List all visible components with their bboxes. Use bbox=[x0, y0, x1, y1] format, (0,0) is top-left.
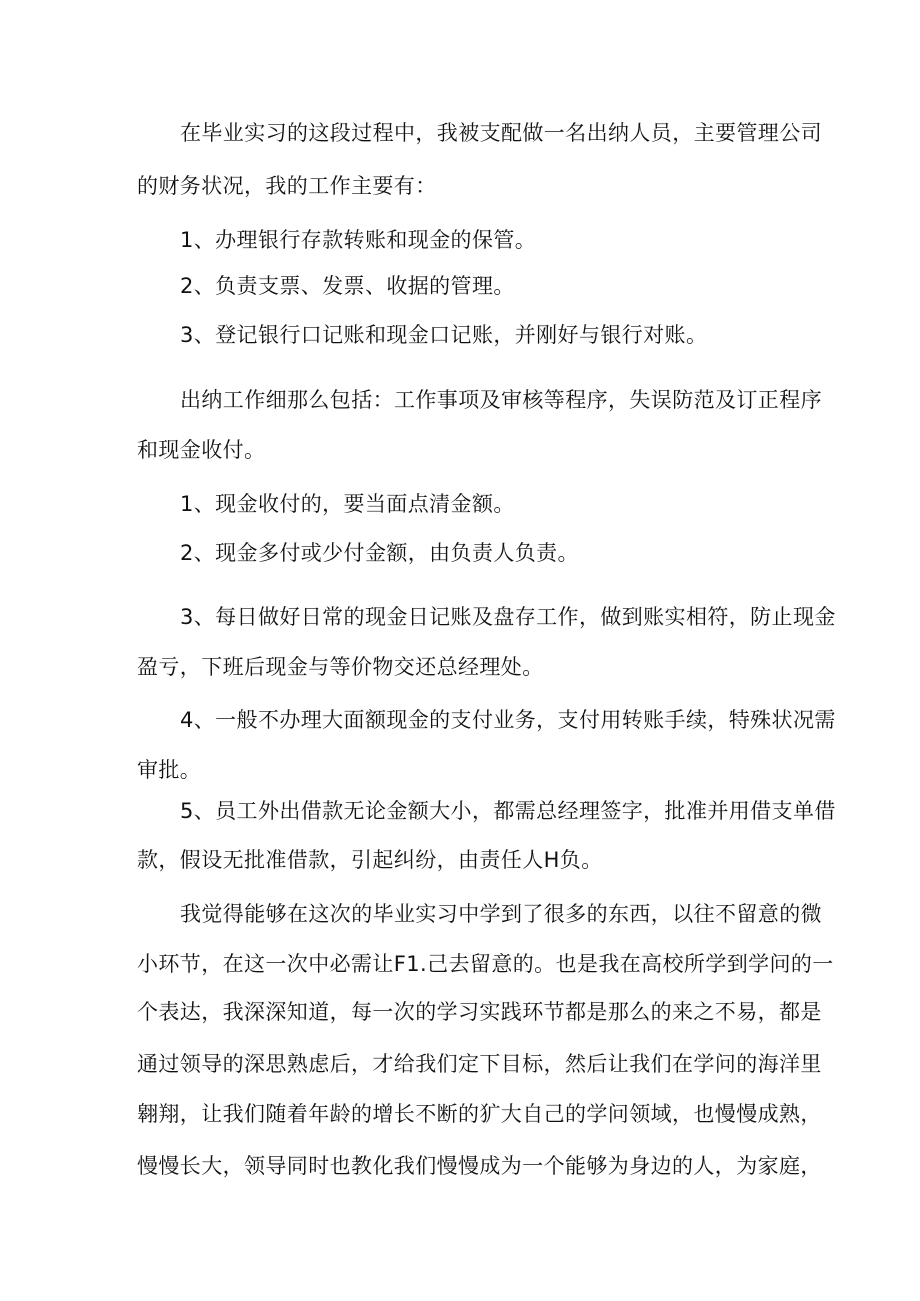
text-line: 个表达，我深深知道，每一次的学习实践环节都是那么的来之不易，都是 bbox=[137, 1000, 822, 1024]
text-line: 我觉得能够在这次的毕业实习中学到了很多的东西，以往不留意的微 bbox=[180, 902, 822, 926]
text-line: 5、员工外出借款无论金额大小，都需总经理签字，批准并用借支单借 bbox=[180, 799, 836, 823]
text-line: 翱翔，让我们随着年龄的增长不断的犷大自己的学问领域，也慢慢成熟， bbox=[137, 1102, 822, 1126]
text-line: 3、登记银行口记账和现金口记账，并刚好与银行对账。 bbox=[180, 323, 708, 347]
text-line: 审批。 bbox=[137, 758, 202, 782]
text-line: 3、每日做好日常的现金日记账及盘存工作，做到账实相符，防止现金 bbox=[180, 605, 836, 629]
text-line: 2、负责支票、发票、收据的管理。 bbox=[180, 274, 515, 298]
text-line: 的财务状况，我的工作主要有： bbox=[137, 174, 437, 198]
text-line: 在毕业实习的这段过程中，我被支配做一名出纳人员，主要管理公司 bbox=[180, 121, 822, 145]
text-line: 款，假设无批准借款，引起纠纷，由责任人H负。 bbox=[137, 848, 603, 872]
text-line: 盈亏，下班后现金与等价物交还总经理处。 bbox=[137, 655, 544, 679]
text-line: 小环节，在这一次中必需让F1.己去留意的。也是我在高校所学到学问的一 bbox=[137, 952, 834, 976]
text-line: 出纳工作细那么包括：工作事项及审核等程序，失误防范及订正程序 bbox=[180, 388, 822, 412]
text-line: 1、现金收付的，要当面点清金额。 bbox=[180, 492, 515, 516]
text-line: 2、现金多付或少付金额，由负责人负责。 bbox=[180, 541, 579, 565]
text-line: 通过领导的深思熟虑后，才给我们定下目标，然后让我们在学问的海洋里 bbox=[137, 1052, 822, 1076]
text-line: 4、一般不办理大面额现金的支付业务，支付用转账手续，特殊状况需 bbox=[180, 708, 836, 732]
text-line: 慢慢长大，领导同时也教化我们慢慢成为一个能够为身边的人，为家庭， bbox=[137, 1154, 822, 1178]
text-line: 1、办理银行存款转账和现金的保管。 bbox=[180, 228, 537, 252]
text-line: 和现金收付。 bbox=[137, 438, 266, 462]
